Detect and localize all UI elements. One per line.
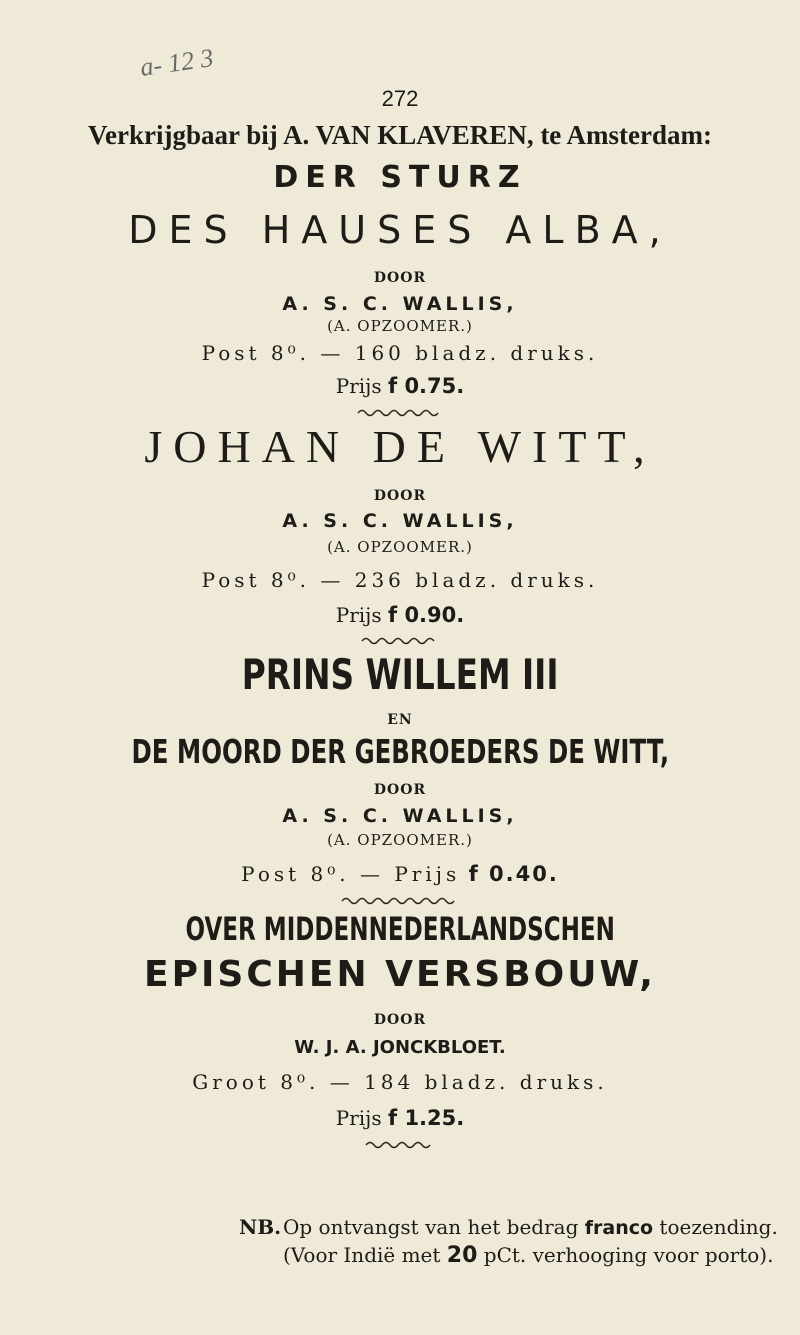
nb-note	[239, 1215, 778, 1268]
book4-title-line2: EPISCHEN VERSBOUW,	[144, 954, 656, 995]
book3-title-line1: PRINS WILLEM III	[241, 650, 559, 699]
book3-price-line	[0, 862, 800, 886]
nb-line2-end: pCt. verhooging voor porto).	[483, 1243, 774, 1267]
book3-title-conj: EN	[387, 712, 413, 728]
nb-label: NB.	[239, 1215, 282, 1239]
book2-format: Post 8⁰. — 236 bladz. druks.	[201, 568, 599, 592]
book4-by: DOOR	[373, 1012, 427, 1028]
book1-price-label: Prijs	[335, 374, 382, 398]
book2-by: DOOR	[373, 488, 427, 504]
book4-price-label: Prijs	[335, 1106, 382, 1130]
nb-line1	[283, 1215, 778, 1239]
book1-price-line	[0, 374, 800, 398]
book1-author: A. S. C. WALLIS,	[282, 293, 518, 315]
nb-line2-emph: 20	[446, 1243, 478, 1268]
book3-format: Post 8⁰. — Prijs	[241, 862, 461, 886]
book4-format: Groot 8⁰. — 184 bladz. druks.	[192, 1070, 608, 1094]
book4-price-line	[0, 1106, 800, 1130]
book2-price-line	[0, 603, 800, 627]
book4-author: W. J. A. JONCKBLOET.	[294, 1037, 506, 1058]
book3-title-line2: DE MOORD DER GEBROEDERS DE WITT,	[131, 732, 669, 771]
book1-title-line2: DES HAUSES ALBA,	[128, 208, 672, 252]
handwritten-shelfmark: a- 12 3	[138, 43, 216, 82]
page-number: 272	[381, 86, 419, 111]
nb-line2	[283, 1243, 778, 1268]
book2-title: JOHAN DE WITT,	[144, 421, 656, 472]
book1-by: DOOR	[373, 270, 427, 286]
book1-author-note: (A. OPZOOMER.)	[327, 317, 473, 335]
publisher-header: Verkrijgbaar bij A. VAN KLAVEREN, te Amsterdam:	[87, 120, 713, 150]
book4-price: f 1.25.	[388, 1106, 465, 1130]
book2-author: A. S. C. WALLIS,	[282, 510, 518, 532]
book3-author: A. S. C. WALLIS,	[282, 805, 518, 827]
book4-title-line1: OVER MIDDENNEDERLANDSCHEN	[185, 910, 615, 948]
book2-price: f 0.90.	[388, 603, 465, 627]
book3-author-note: (A. OPZOOMER.)	[327, 831, 473, 849]
nb-line1-text: Op ontvangst van het bedrag	[283, 1215, 579, 1239]
book2-price-label: Prijs	[335, 603, 382, 627]
book1-price: f 0.75.	[388, 374, 465, 398]
nb-line1-emph: franco	[584, 1217, 654, 1239]
ornament-squiggle	[0, 1140, 800, 1150]
ornament-squiggle	[0, 636, 800, 646]
nb-line2-text: (Voor Indië met	[283, 1243, 441, 1267]
book1-format: Post 8⁰. — 160 bladz. druks.	[201, 341, 599, 365]
nb-line1-end: toezending.	[659, 1215, 778, 1239]
book2-author-note: (A. OPZOOMER.)	[327, 538, 473, 556]
book3-price: f 0.40.	[468, 862, 559, 886]
ornament-squiggle	[0, 408, 800, 418]
book3-by: DOOR	[373, 782, 427, 798]
book1-title-line1: DER STURZ	[273, 160, 527, 195]
ornament-squiggle	[0, 896, 800, 906]
